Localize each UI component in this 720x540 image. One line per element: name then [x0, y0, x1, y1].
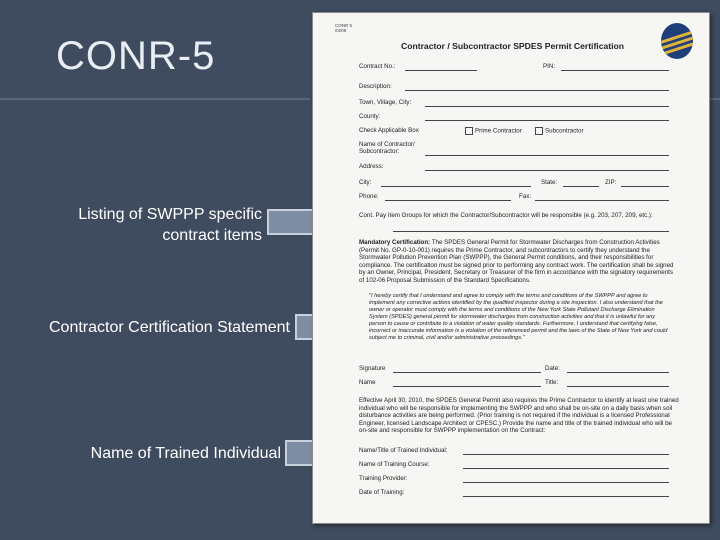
dot-logo-icon: [661, 23, 693, 59]
mandatory-text: The SPDES General Permit for Stormwater Discharges from Construction Activities (Permit No. GP-0-10-001) requires the Prime Contractor, and subcontractors to certify they understand the Stormwater Pollution Prevention Plan (SWPPP), the General Permit conditions, and their responsibilities for compliance. The certification must be signed prior to performing any contract work. The certification shall be signed by an Owner, Principal, President, Secretary or Treasurer of the firm in accordance with the signatory requirements of 102-06 Proposal Submission of the Standard Specifications.: [359, 239, 674, 284]
name-field[interactable]: [393, 386, 541, 387]
date-field[interactable]: [567, 372, 669, 373]
name-label: Name: [359, 379, 376, 386]
training-course-field[interactable]: [463, 468, 669, 469]
prime-contractor-option[interactable]: [465, 127, 522, 135]
pay-items-field[interactable]: [393, 231, 669, 232]
permit-form-document: [312, 12, 710, 524]
subcontractor-label: Subcontractor: [545, 127, 584, 135]
description-row: [359, 83, 689, 91]
contractor-name-label-2: Subcontractor:: [359, 148, 400, 155]
form-code: CONR 5: [335, 23, 353, 28]
county-label: County:: [359, 113, 381, 120]
callout-line: Listing of SWPPP specific: [78, 206, 262, 223]
date-label: Date:: [545, 365, 560, 372]
phone-field[interactable]: [385, 200, 511, 201]
training-date-field[interactable]: [463, 496, 669, 497]
town-row: [359, 99, 689, 107]
trained-name-row: [359, 447, 689, 455]
form-title: Contractor / Subcontractor SPDES Permit Certification: [401, 41, 624, 51]
state-label: State:: [541, 179, 558, 186]
county-row: [359, 113, 689, 121]
address-field[interactable]: [425, 170, 669, 171]
trained-individual-paragraph: Effective April 30, 2010, the SPDES General Permit also requires the Prime Contractor to identify at least one trained individual who will be responsible for implementing the SWPPP and who shall be on-site on a daily basis when soil disturbance activities are being performed. (Prior training is not required if the individual is a licensed Professional Engineer, licensed Landscape Architect or CPESC.) Provide the name and title of the trained individual who will be on-site and responsible for SWPPP implementation on the Contract:: [359, 397, 679, 435]
phone-label: Phone:: [359, 193, 379, 200]
training-course-row: [359, 461, 689, 469]
training-provider-field[interactable]: [463, 482, 669, 483]
address-row: [359, 163, 689, 171]
contractor-name-row: [359, 141, 689, 157]
prime-contractor-label: Prime Contractor: [475, 127, 522, 135]
training-date-label: Date of Training:: [359, 489, 405, 496]
contractor-name-field[interactable]: [425, 155, 669, 156]
phone-row: [359, 193, 689, 201]
description-label: Description:: [359, 83, 392, 90]
slide-title: CONR-5: [56, 34, 216, 78]
zip-field[interactable]: [621, 186, 669, 187]
city-label: City:: [359, 179, 372, 186]
city-row: [359, 179, 689, 187]
fax-label: Fax:: [519, 193, 532, 200]
training-provider-row: [359, 475, 689, 483]
callout-swppp-items: [20, 204, 262, 246]
trained-name-field[interactable]: [463, 454, 669, 455]
description-field[interactable]: [405, 90, 669, 91]
certification-statement: "I hereby certify that I understand and agree to comply with the terms and conditions of the SWPPP and agree to implement any corrective actions identified by the qualified inspector during a site inspection. I also understand that the owner or operator must comply with the terms and conditions of the New York State Pollutant Discharge Elimination System (SPDES) general permit for stormwater discharges from construction activities and that it is unlawful for any person to cause or contribute to a violation of water quality standards. Furthermore, I understand that certifying false, incorrect or inaccurate information is a violation of the referenced permit and the laws of the State of New York and could subject me to criminal, civil and/or administrative proceedings.": [369, 293, 668, 341]
city-field[interactable]: [381, 186, 531, 187]
callout-certification-statement: [10, 317, 290, 338]
contractor-name-label-1: Name of Contractor/: [359, 141, 415, 148]
mandatory-certification: [359, 239, 679, 285]
form-corner-code: [335, 23, 352, 33]
signature-label: Signature: [359, 365, 386, 372]
zip-label: ZIP:: [605, 179, 617, 186]
training-course-label: Name of Training Course:: [359, 461, 430, 468]
signature-field[interactable]: [393, 372, 541, 373]
town-label: Town, Village, City:: [359, 99, 412, 106]
subcontractor-checkbox[interactable]: [535, 127, 543, 135]
town-field[interactable]: [425, 106, 669, 107]
county-field[interactable]: [425, 120, 669, 121]
mandatory-lead: Mandatory Certification:: [359, 239, 431, 246]
pin-field[interactable]: [561, 70, 669, 71]
divider-top: [0, 98, 310, 100]
contract-no-row: [359, 63, 689, 71]
callout-line: Name of Trained Individual: [90, 445, 281, 462]
state-field[interactable]: [563, 186, 599, 187]
prime-contractor-checkbox[interactable]: [465, 127, 473, 135]
check-box-label: Check Applicable Box: [359, 127, 419, 134]
title-label: Title:: [545, 379, 559, 386]
callout-line: contract items: [162, 227, 262, 244]
title-field[interactable]: [567, 386, 669, 387]
training-provider-label: Training Provider:: [359, 475, 408, 482]
callout-trained-individual: [20, 443, 281, 464]
name-row: [359, 379, 689, 387]
fax-field[interactable]: [535, 200, 669, 201]
callout-line: Contractor Certification Statement: [49, 319, 290, 336]
subcontractor-option[interactable]: [535, 127, 584, 135]
contract-no-label: Contract No.:: [359, 63, 396, 70]
pay-items-paragraph: Cont. Pay Item Groups for which the Contractor/Subcontractor will be responsible (e.g. 203, 207, 209, etc.):: [359, 212, 653, 219]
signature-row: [359, 365, 689, 373]
form-revision: 04/09: [335, 28, 347, 33]
pin-label: PIN:: [543, 63, 556, 70]
contract-no-field[interactable]: [405, 70, 477, 71]
address-label: Address:: [359, 163, 384, 170]
training-date-row: [359, 489, 689, 497]
trained-name-label: Name/Title of Trained Individual:: [359, 447, 448, 454]
check-box-row: [359, 127, 689, 135]
